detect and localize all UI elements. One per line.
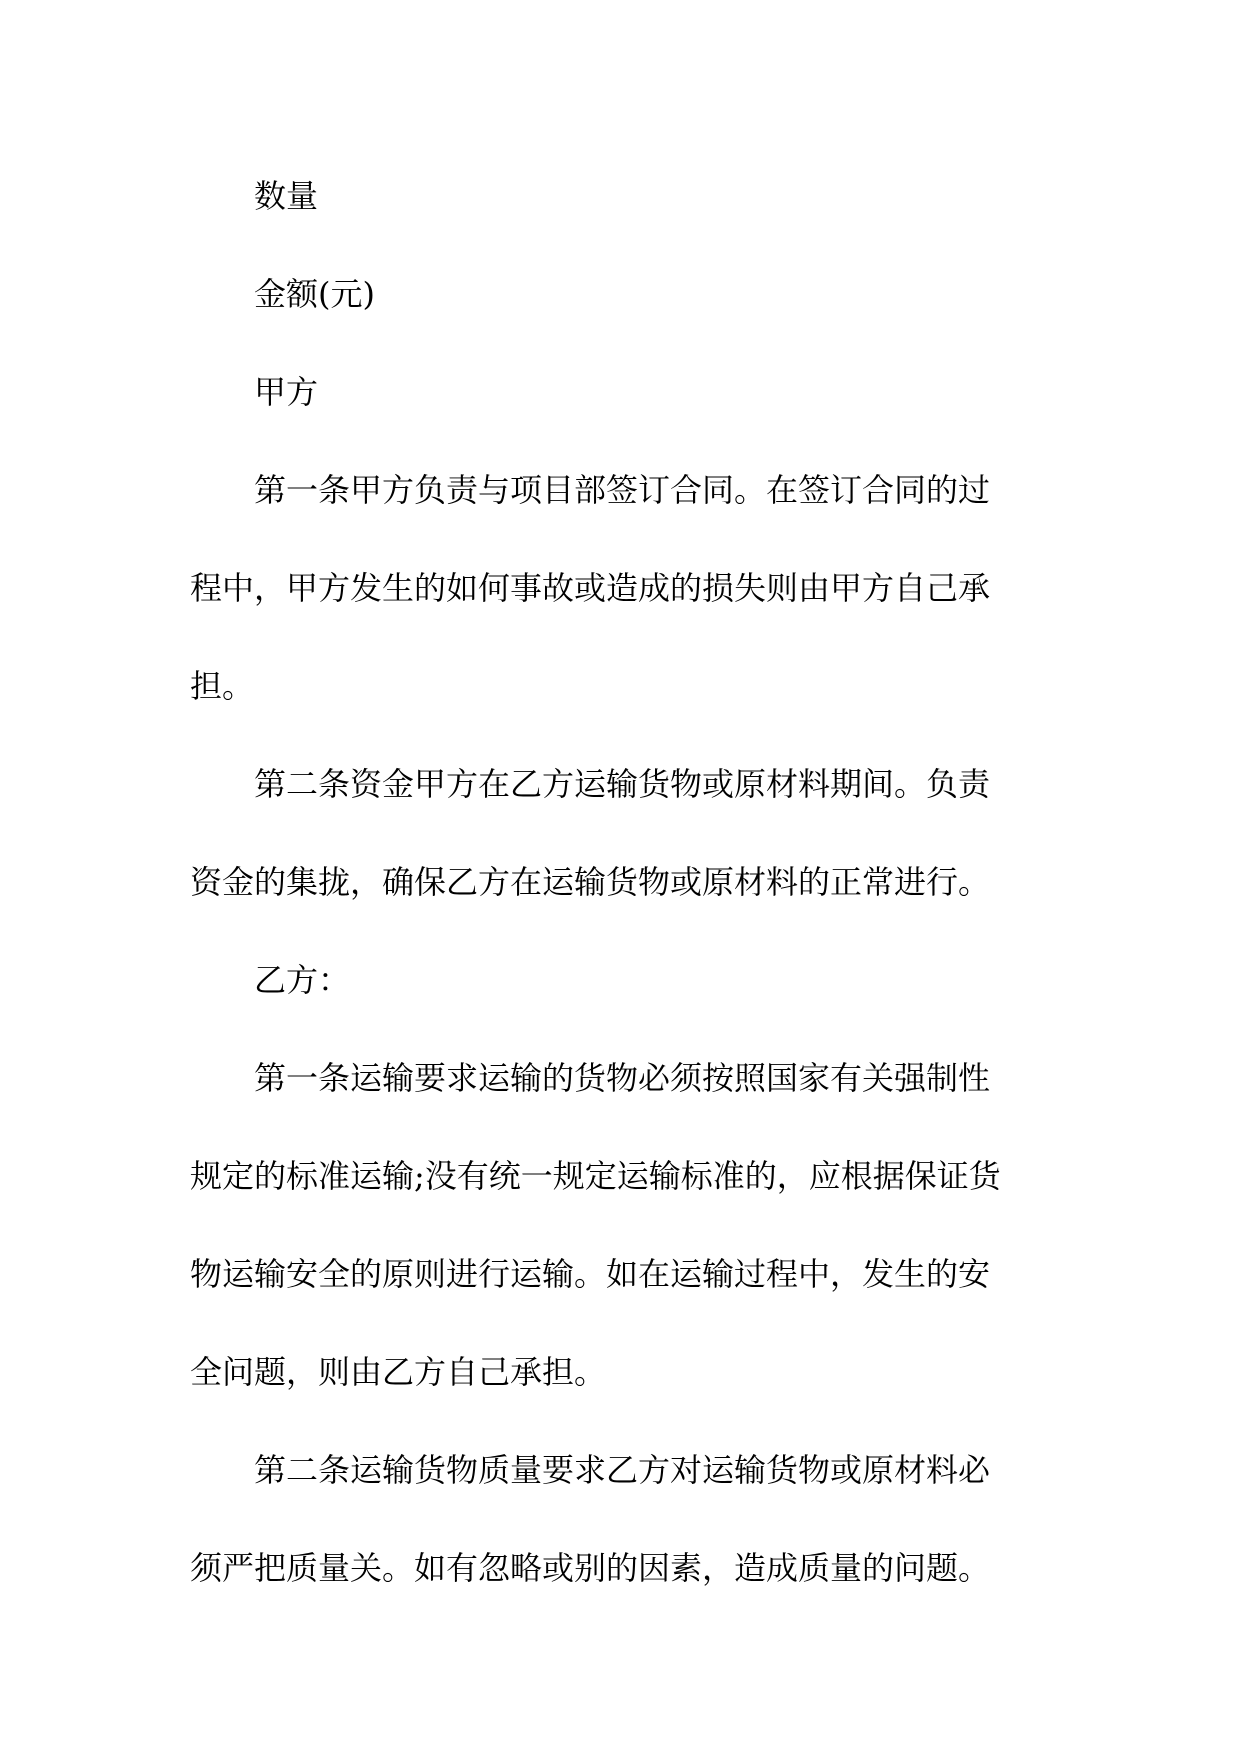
text-line: 规定的标准运输;没有统一规定运输标准的，应根据保证货 (190, 1157, 1001, 1195)
text-line-amount-label: 金额(元) (254, 275, 375, 313)
text-line-quantity-label: 数量 (254, 177, 319, 215)
text-line: 第二条资金甲方在乙方运输货物或原材料期间。负责 (254, 765, 991, 803)
text-line: 物运输安全的原则进行运输。如在运输过程中，发生的安 (190, 1255, 991, 1293)
text-line-party-a-heading: 甲方 (254, 373, 319, 411)
text-line: 全问题，则由乙方自己承担。 (190, 1353, 607, 1391)
text-line: 第一条甲方负责与项目部签订合同。在签订合同的过 (254, 471, 991, 509)
text-line: 资金的集拢，确保乙方在运输货物或原材料的正常进行。 (190, 863, 991, 901)
text-line: 须严把质量关。如有忽略或别的因素，造成质量的问题。 (190, 1549, 991, 1587)
text-line: 程中，甲方发生的如何事故或造成的损失则由甲方自己承 (190, 569, 991, 607)
text-line: 担。 (190, 667, 255, 705)
text-line: 第二条运输货物质量要求乙方对运输货物或原材料必 (254, 1451, 991, 1489)
text-line: 第一条运输要求运输的货物必须按照国家有关强制性 (254, 1059, 991, 1097)
text-line-party-b-heading: 乙方： (254, 961, 351, 999)
